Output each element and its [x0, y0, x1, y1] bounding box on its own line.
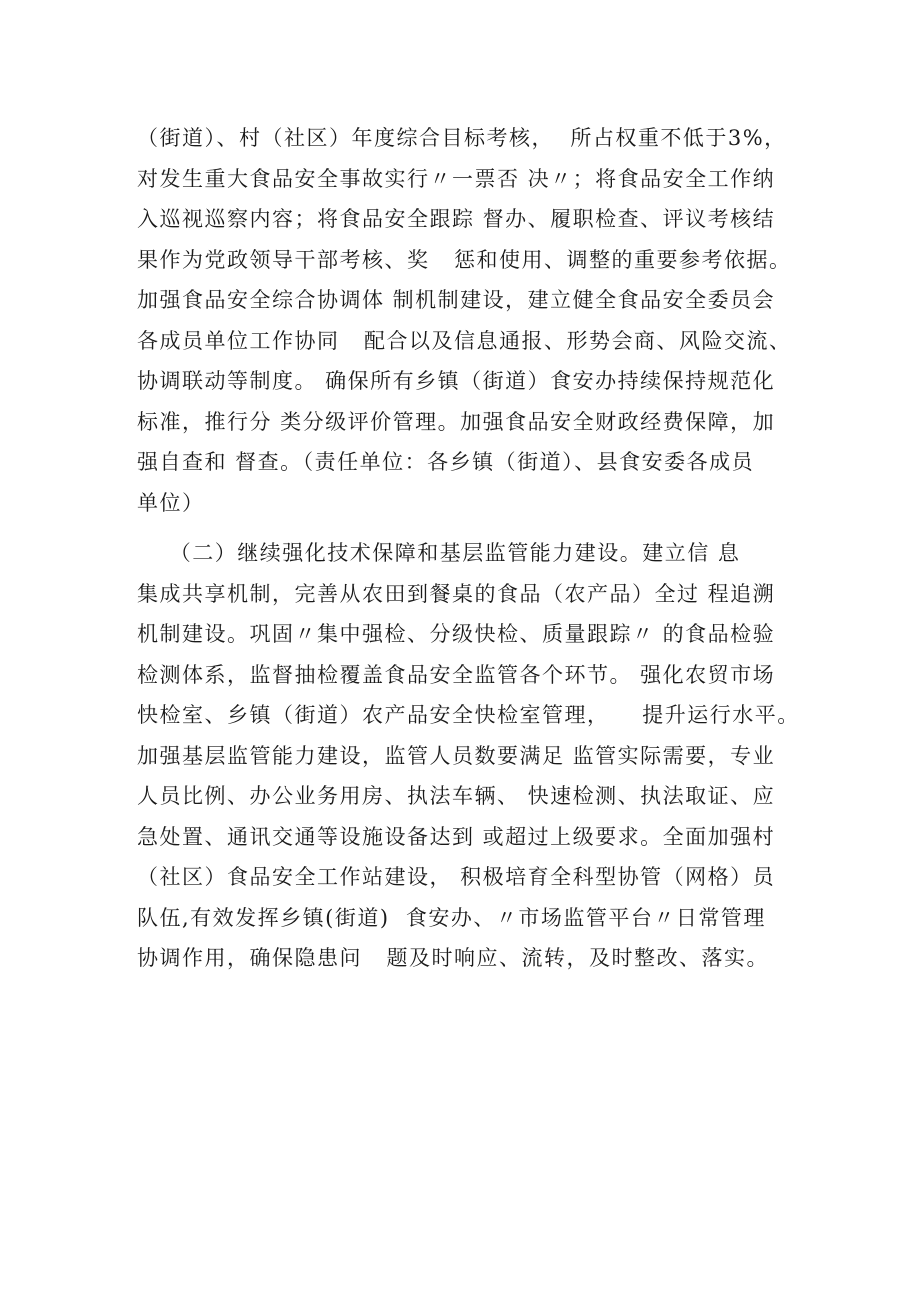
paragraph-1 — [137, 118, 817, 523]
text-line: 对发生重大食品安全事故实行〃一票否 决〃；将食品安全工作纳 — [137, 166, 776, 191]
text-line: （二）继续强化技术保障和基层监管能力建设。建立信 息 — [137, 541, 741, 565]
text-line: 果作为党政领导干部考核、奖 惩和使用、调整的重要参考依据。 — [137, 247, 792, 272]
text-line: 加强基层监管能力建设，监管人员数要满足 监管实际需要，专业 — [137, 743, 776, 768]
text-line: 协调作用，确保隐患问 题及时响应、流转，及时整改、落实。 — [137, 946, 770, 970]
text-line: 集成共享机制，完善从农田到餐桌的食品（农产品）全过 程追溯 — [137, 581, 776, 606]
text-line: 协调联动等制度。 确保所有乡镇（街道）食安办持续保持规范化 — [137, 369, 776, 393]
text-line: 入巡视巡察内容；将食品安全跟踪 督办、履职检查、评议考核结 — [137, 207, 776, 231]
text-line: （社区）食品安全工作站建设， 积极培育全科型协管（网格）员 — [137, 865, 776, 889]
text-line: 队伍,有效发挥乡镇(街道) 食安办、〃市场监管平台〃日常管理 — [137, 905, 766, 930]
text-line: 标准，推行分 类分级评价管理。加强食品安全财政经费保障，加 — [137, 409, 776, 434]
paragraph-gap — [137, 523, 817, 533]
text-line: 急处置、通讯交通等设施设备达到 或超过上级要求。全面加强村 — [137, 824, 776, 849]
text-line: 机制建设。巩固〃集中强检、分级快检、质量跟踪〃 的食品检验 — [137, 622, 776, 646]
text-line: 检测体系，监督抽检覆盖食品安全监管各个环节。 强化农贸市场 — [137, 662, 776, 687]
text-line: （街道）、村（社区）年度综合目标考核， 所占权重不低于3%， — [137, 126, 787, 150]
text-line: 快检室、乡镇（街道）农产品安全快检室管理， 提升运行水平。 — [137, 703, 800, 727]
text-line: 单位） — [137, 490, 205, 515]
text-line: 各成员单位工作协同 配合以及信息通报、形势会商、风险交流、 — [137, 328, 792, 353]
document-body — [137, 118, 817, 979]
paragraph-2 — [137, 533, 817, 979]
text-line: 加强食品安全综合协调体 制机制建设，建立健全食品安全委员会 — [137, 288, 776, 312]
text-line: 强自查和 督查。（责任单位：各乡镇（街道）、县食安委各成员 — [137, 450, 755, 474]
text-line: 人员比例、办公业务用房、执法车辆、 快速检测、执法取证、应 — [137, 784, 776, 808]
